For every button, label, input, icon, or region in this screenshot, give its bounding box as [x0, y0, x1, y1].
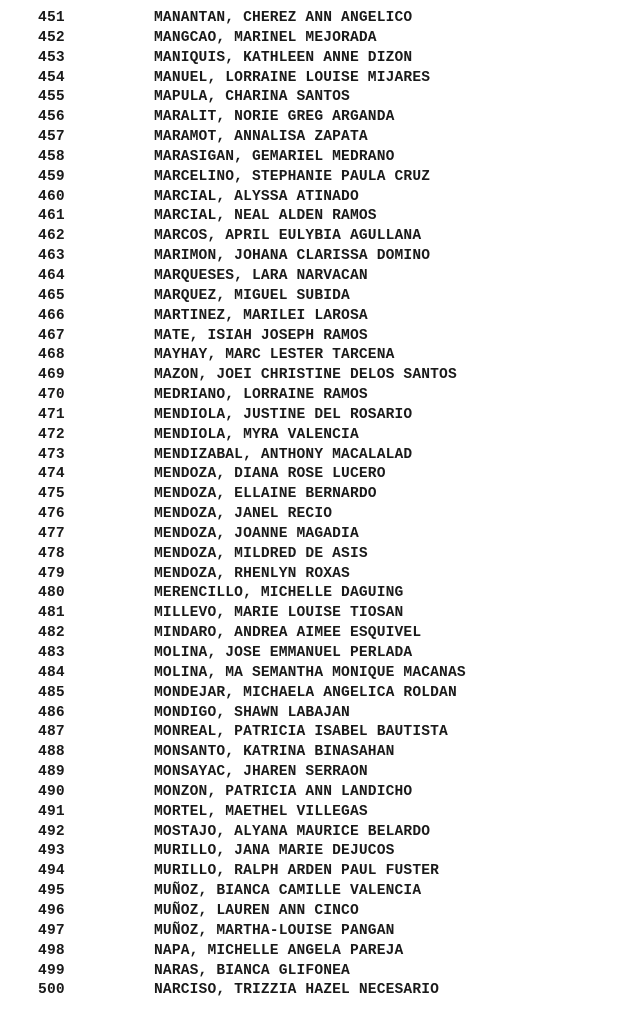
- entry-name: MERENCILLO, MICHELLE DAGUING: [154, 585, 404, 602]
- list-item: [0, 88, 624, 108]
- list-item: [0, 168, 624, 188]
- list-item: [0, 942, 624, 962]
- list-item: [0, 862, 624, 882]
- entry-name: MEDRIANO, LORRAINE RAMOS: [154, 387, 368, 404]
- entry-name: MENDOZA, ELLAINE BERNARDO: [154, 486, 377, 503]
- list-item: [0, 704, 624, 724]
- entry-number: 453: [38, 49, 65, 66]
- entry-name: MENDIOLA, MYRA VALENCIA: [154, 426, 359, 443]
- entry-name: MARCOS, APRIL EULYBIA AGULLANA: [154, 228, 422, 245]
- entry-number: 452: [38, 29, 65, 46]
- entry-number: 498: [38, 942, 65, 959]
- entry-number: 487: [38, 724, 65, 741]
- entry-number: 469: [38, 367, 65, 384]
- entry-number: 457: [38, 129, 65, 146]
- entry-number: 462: [38, 228, 65, 245]
- list-item: [0, 565, 624, 585]
- entry-number: 472: [38, 426, 65, 443]
- list-item: [0, 624, 624, 644]
- entry-name: MILLEVO, MARIE LOUISE TIOSAN: [154, 605, 404, 622]
- entry-number: 468: [38, 347, 65, 364]
- list-item: [0, 882, 624, 902]
- list-item: [0, 545, 624, 565]
- entry-number: 497: [38, 922, 65, 939]
- entry-name: MONDEJAR, MICHAELA ANGELICA ROLDAN: [154, 684, 457, 701]
- list-item: [0, 366, 624, 386]
- list-item: [0, 902, 624, 922]
- list-item: [0, 267, 624, 287]
- entry-name: MANGCAO, MARINEL MEJORADA: [154, 29, 377, 46]
- entry-name: MENDOZA, JANEL RECIO: [154, 506, 333, 523]
- entry-name: MONREAL, PATRICIA ISABEL BAUTISTA: [154, 724, 448, 741]
- entry-name: MURILLO, JANA MARIE DEJUCOS: [154, 843, 395, 860]
- entry-name: MARCELINO, STEPHANIE PAULA CRUZ: [154, 168, 431, 185]
- list-item: [0, 386, 624, 406]
- entry-number: 455: [38, 89, 65, 106]
- list-item: [0, 227, 624, 247]
- entry-number: 467: [38, 327, 65, 344]
- entry-name: NAPA, MICHELLE ANGELA PAREJA: [154, 942, 404, 959]
- list-item: [0, 922, 624, 942]
- list-item: [0, 307, 624, 327]
- name-list: [0, 9, 624, 1001]
- list-item: [0, 743, 624, 763]
- entry-name: MOSTAJO, ALYANA MAURICE BELARDO: [154, 823, 431, 840]
- entry-name: MARCIAL, NEAL ALDEN RAMOS: [154, 208, 377, 225]
- entry-number: 463: [38, 248, 65, 265]
- entry-number: 486: [38, 704, 65, 721]
- entry-name: MARAMOT, ANNALISA ZAPATA: [154, 129, 368, 146]
- list-item: [0, 962, 624, 982]
- entry-name: MENDOZA, MILDRED DE ASIS: [154, 545, 368, 562]
- entry-number: 492: [38, 823, 65, 840]
- list-item: [0, 823, 624, 843]
- list-item: [0, 505, 624, 525]
- entry-number: 499: [38, 962, 65, 979]
- list-item: [0, 128, 624, 148]
- entry-name: MAYHAY, MARC LESTER TARCENA: [154, 347, 395, 364]
- entry-name: MARALIT, NORIE GREG ARGANDA: [154, 109, 395, 126]
- entry-name: MARCIAL, ALYSSA ATINADO: [154, 188, 359, 205]
- entry-number: 461: [38, 208, 65, 225]
- entry-name: MAPULA, CHARINA SANTOS: [154, 89, 350, 106]
- entry-number: 494: [38, 863, 65, 880]
- list-item: [0, 684, 624, 704]
- list-item: [0, 723, 624, 743]
- entry-number: 474: [38, 466, 65, 483]
- list-item: [0, 287, 624, 307]
- entry-name: MOLINA, MA SEMANTHA MONIQUE MACANAS: [154, 664, 466, 681]
- entry-name: MUÑOZ, LAUREN ANN CINCO: [154, 902, 359, 919]
- entry-name: MENDOZA, RHENLYN ROXAS: [154, 565, 350, 582]
- entry-number: 493: [38, 843, 65, 860]
- entry-number: 481: [38, 605, 65, 622]
- entry-name: MENDOZA, DIANA ROSE LUCERO: [154, 466, 386, 483]
- entry-number: 490: [38, 783, 65, 800]
- list-item: [0, 485, 624, 505]
- list-item: [0, 207, 624, 227]
- entry-number: 464: [38, 267, 65, 284]
- list-item: [0, 188, 624, 208]
- entry-number: 488: [38, 744, 65, 761]
- entry-name: MURILLO, RALPH ARDEN PAUL FUSTER: [154, 863, 440, 880]
- list-item: [0, 49, 624, 69]
- entry-number: 479: [38, 565, 65, 582]
- list-item: [0, 584, 624, 604]
- entry-name: MUÑOZ, BIANCA CAMILLE VALENCIA: [154, 883, 422, 900]
- entry-name: NARCISO, TRIZZIA HAZEL NECESARIO: [154, 982, 440, 999]
- entry-name: MONZON, PATRICIA ANN LANDICHO: [154, 783, 413, 800]
- entry-number: 475: [38, 486, 65, 503]
- entry-name: MONDIGO, SHAWN LABAJAN: [154, 704, 350, 721]
- entry-name: MARQUEZ, MIGUEL SUBIDA: [154, 287, 350, 304]
- list-item: [0, 9, 624, 29]
- list-item: [0, 247, 624, 267]
- entry-name: NARAS, BIANCA GLIFONEA: [154, 962, 350, 979]
- entry-number: 460: [38, 188, 65, 205]
- entry-number: 465: [38, 287, 65, 304]
- list-item: [0, 981, 624, 1001]
- list-item: [0, 446, 624, 466]
- entry-number: 489: [38, 764, 65, 781]
- entry-number: 483: [38, 645, 65, 661]
- entry-name: MARTINEZ, MARILEI LAROSA: [154, 307, 368, 324]
- list-item: [0, 29, 624, 49]
- list-item: [0, 148, 624, 168]
- list-item: [0, 426, 624, 446]
- entry-name: MENDIOLA, JUSTINE DEL ROSARIO: [154, 406, 413, 423]
- entry-number: 485: [38, 684, 65, 701]
- entry-name: MARASIGAN, GEMARIEL MEDRANO: [154, 148, 395, 165]
- entry-number: 480: [38, 585, 65, 602]
- entry-name: MONSANTO, KATRINA BINASAHAN: [154, 744, 395, 761]
- entry-name: MARQUESES, LARA NARVACAN: [154, 267, 368, 284]
- entry-number: 454: [38, 69, 65, 86]
- entry-number: 458: [38, 148, 65, 165]
- list-item: [0, 327, 624, 347]
- entry-number: 476: [38, 506, 65, 523]
- list-item: [0, 346, 624, 366]
- entry-number: 495: [38, 883, 65, 900]
- entry-number: 477: [38, 525, 65, 542]
- entry-number: 478: [38, 545, 65, 562]
- entry-name: MONSAYAC, JHAREN SERRAON: [154, 764, 368, 781]
- list-item: [0, 664, 624, 684]
- list-item: [0, 803, 624, 823]
- list-item: [0, 465, 624, 485]
- entry-name: MANANTAN, CHEREZ ANN ANGELICO: [154, 10, 413, 26]
- entry-number: 473: [38, 446, 65, 463]
- list-item: [0, 763, 624, 783]
- entry-name: MOLINA, JOSE EMMANUEL PERLADA: [154, 645, 413, 661]
- entry-number: 466: [38, 307, 65, 324]
- list-item: [0, 644, 624, 664]
- list-item: [0, 69, 624, 89]
- list-item: [0, 842, 624, 862]
- list-item: [0, 525, 624, 545]
- entry-name: MENDOZA, JOANNE MAGADIA: [154, 525, 359, 542]
- entry-number: 496: [38, 902, 65, 919]
- entry-number: 471: [38, 406, 65, 423]
- entry-name: MARIMON, JOHANA CLARISSA DOMINO: [154, 248, 431, 265]
- entry-number: 482: [38, 625, 65, 642]
- entry-name: MINDARO, ANDREA AIMEE ESQUIVEL: [154, 625, 422, 642]
- list-item: [0, 406, 624, 426]
- entry-name: MANUEL, LORRAINE LOUISE MIJARES: [154, 69, 431, 86]
- entry-name: MORTEL, MAETHEL VILLEGAS: [154, 803, 368, 820]
- entry-number: 491: [38, 803, 65, 820]
- list-item: [0, 783, 624, 803]
- entry-name: MENDIZABAL, ANTHONY MACALALAD: [154, 446, 413, 463]
- entry-number: 459: [38, 168, 65, 185]
- entry-number: 484: [38, 664, 65, 681]
- entry-number: 500: [38, 982, 65, 999]
- entry-name: MUÑOZ, MARTHA-LOUISE PANGAN: [154, 922, 395, 939]
- entry-number: 456: [38, 109, 65, 126]
- entry-name: MAZON, JOEI CHRISTINE DELOS SANTOS: [154, 367, 457, 384]
- list-item: [0, 604, 624, 624]
- entry-number: 470: [38, 387, 65, 404]
- entry-number: 451: [38, 10, 65, 26]
- entry-name: MANIQUIS, KATHLEEN ANNE DIZON: [154, 49, 413, 66]
- list-item: [0, 108, 624, 128]
- entry-name: MATE, ISIAH JOSEPH RAMOS: [154, 327, 368, 344]
